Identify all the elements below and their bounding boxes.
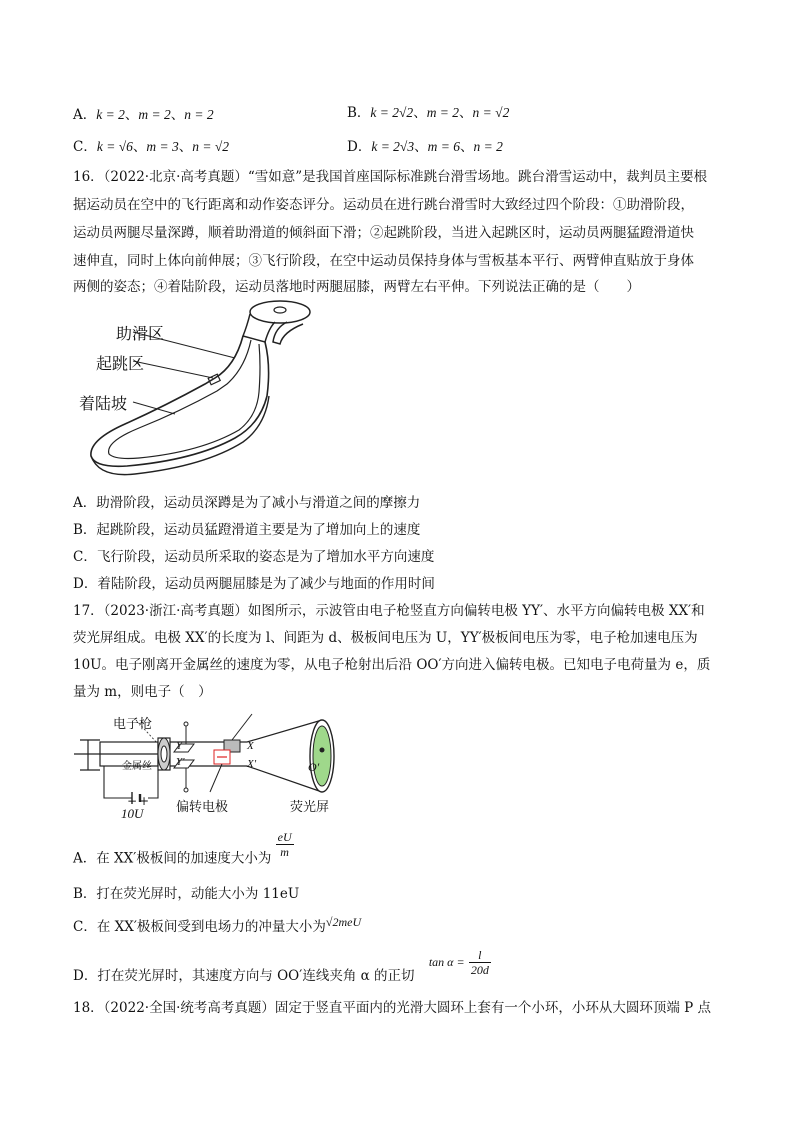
option-label: D． [347, 139, 372, 155]
numerator: l [469, 948, 491, 963]
label-x-prime: X′ [247, 758, 257, 770]
separator: 、 [124, 107, 139, 123]
label-plus: + [139, 794, 150, 808]
q16-stem-line: 速伸直，同时上体向前伸展；③飞行阶段，在空中运动员保持身体与雪板基本平行、两臂伸直贴放于身体 [73, 253, 694, 269]
option-text: A．在 XX′极板间的加速度大小为 [73, 850, 272, 867]
zone-label-assist: 助滑区 [116, 324, 165, 343]
option-k: k = 2√3 [371, 139, 415, 154]
q18-stem-line: 18．（2022·全国·统考高考真题）固定于竖直平面内的光滑大圆环上套有一个小环，小环从大圆环顶端 P 点 [73, 1000, 712, 1016]
option-text: C．在 XX′极板间受到电场力的冲量大小为 [73, 919, 326, 935]
leader-line [133, 361, 213, 378]
option-m: m = 2 [138, 107, 171, 122]
fraction [469, 948, 491, 977]
label-minus: − [127, 794, 138, 808]
option-label: C． [73, 139, 97, 155]
numerator: eU [277, 830, 292, 844]
option-text: D．打在荧光屏时，其速度方向与 OO′连线夹角 α 的正切 [73, 968, 415, 984]
option-k: k = 2√2 [370, 105, 414, 120]
option-m: m = 6 [427, 139, 460, 154]
zone-label-takeoff: 起跳区 [96, 354, 145, 373]
option-m: m = 3 [146, 139, 179, 154]
q16-option-d: D．着陆阶段，运动员两腿屈膝是为了减少与地面的作用时间 [73, 576, 435, 592]
label-x: X [247, 740, 254, 752]
q15-option-d [347, 135, 503, 155]
option-label: B． [347, 105, 371, 121]
label-electron-gun: 电子枪 [113, 717, 153, 732]
denominator: 20d [470, 963, 489, 977]
option-expr: √2meU [325, 915, 362, 929]
label-y-prime: Y′ [176, 756, 185, 768]
q17-stem-line: 10U。电子刚离开金属丝的速度为零，从电子枪射出后沿 OO′方向进入偏转电极。已知电子电荷量为 e，质 [73, 657, 711, 673]
option-k: k = √6 [96, 139, 133, 154]
q17-option-c [73, 915, 361, 935]
option-k: k = 2 [96, 107, 125, 122]
separator: 、 [178, 139, 193, 155]
q17-stem-line: 量为 m，则电子（ ） [73, 684, 212, 700]
zone-label-landing: 着陆坡 [79, 394, 128, 413]
option-n: n = √2 [192, 139, 229, 154]
q17-stem-line: 17．（2023·浙江·高考真题）如图所示，示波管由电子枪竖直方向偏转电极 YY′、水平方向偏转电极 XX′和 [73, 603, 705, 619]
q16-stem-line: 16．（2022·北京·高考真题）“雪如意”是我国首座国际标准跳台滑雪场地。跳台滑雪运动中，裁判员主要根 [73, 169, 708, 185]
separator: 、 [132, 139, 147, 155]
label-voltage: 10U [121, 806, 144, 821]
option-m: m = 2 [426, 105, 460, 120]
q15-option-b [347, 101, 509, 121]
ski-jump-figure [75, 296, 320, 478]
q16-stem-line: 两侧的姿态；④着陆阶段，运动员落地时两腿屈膝，两臂左右平伸。下列说法正确的是（ ） [73, 279, 640, 295]
separator: 、 [413, 105, 427, 121]
label-deflection-electrodes: 偏转电极 [176, 800, 229, 815]
label-y: Y [176, 740, 183, 752]
option-label: A． [73, 107, 97, 123]
q16-stem-line: 据运动员在空中的飞行距离和动作姿态评分。运动员在进行跳台滑雪时大致经过四个阶段：①助滑阶段， [73, 197, 694, 213]
separator: 、 [459, 139, 474, 155]
denominator: m [280, 845, 289, 859]
label-screen: 荧光屏 [290, 800, 330, 815]
label-wire: 金属丝 [122, 761, 152, 772]
q17-stem-line: 荧光屏组成。电极 XX′的长度为 l、间距为 d、极板间电压为 U，YY′极板间电压为零，电子枪加速电压为 [73, 630, 698, 646]
q17-option-a [73, 830, 294, 871]
q17-option-b: B．打在荧光屏时，动能大小为 11eU [73, 886, 300, 902]
separator: 、 [414, 139, 428, 155]
separator: 、 [170, 107, 185, 123]
q17-option-d [73, 948, 491, 984]
q16-stem-line: 运动员两腿尽量深蹲，顺着助滑道的倾斜面下滑；②起跳阶段，当进入起跳区时，运动员两腿猛蹬滑道快 [73, 225, 694, 241]
q15-option-c [73, 135, 229, 155]
q16-option-c: C．飞行阶段，运动员所采取的姿态是为了增加水平方向速度 [73, 549, 435, 565]
q16-option-a: A．助滑阶段，运动员深蹲是为了减小与滑道之间的摩擦力 [73, 495, 421, 511]
option-n: n = 2 [184, 107, 214, 122]
q16-option-b: B．起跳阶段，运动员猛蹬滑道主要是为了增加向上的速度 [73, 522, 421, 538]
option-lhs: tan α = [428, 955, 465, 969]
fraction [276, 830, 294, 859]
label-o-prime: O′ [308, 760, 320, 774]
q15-option-a [73, 103, 214, 123]
separator: 、 [459, 105, 473, 121]
option-n: n = 2 [473, 139, 503, 154]
option-n: n = √2 [472, 105, 510, 120]
deflection-electrodes-icon [174, 714, 252, 792]
start-tower-icon [243, 301, 310, 344]
